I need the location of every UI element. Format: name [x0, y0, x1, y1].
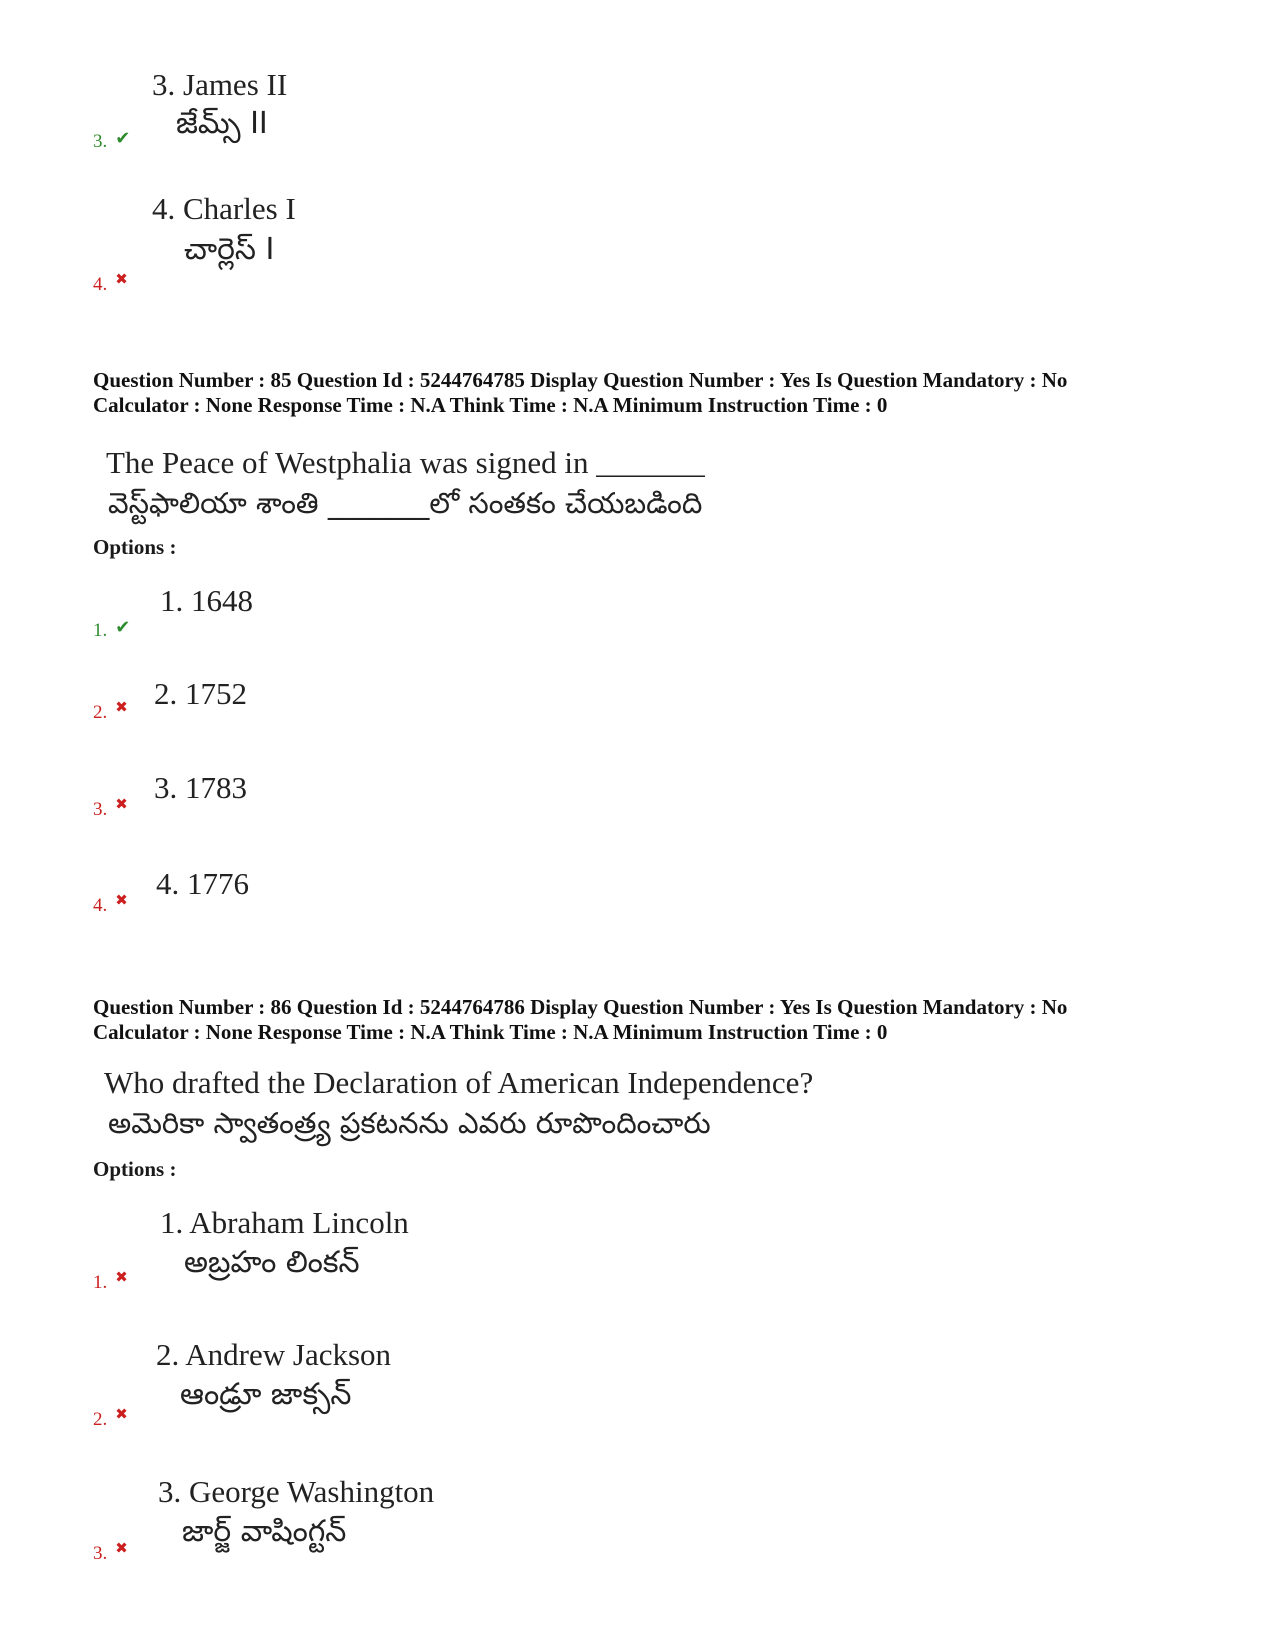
option-text: 2. Andrew Jackson: [156, 1337, 392, 1372]
cross-icon: ✖: [115, 893, 128, 909]
option-marker-correct: [93, 128, 131, 152]
option-number: 4.: [93, 274, 108, 295]
option-marker-wrong: [93, 1541, 128, 1565]
cross-icon: ✖: [115, 1407, 128, 1423]
option-number: 1.: [93, 1272, 108, 1293]
cross-icon: ✖: [115, 700, 128, 716]
question-text: The Peace of Westphalia was signed in _______: [106, 445, 705, 480]
option-number: 3.: [93, 131, 108, 152]
option-number: 2.: [93, 1409, 108, 1430]
cross-icon: ✖: [115, 797, 128, 813]
question-meta-line2: Calculator : None Response Time : N.A Think Time : N.A Minimum Instruction Time : 0: [93, 1020, 888, 1044]
option-text-telugu: ఆండ్రూ జాక్సన్: [180, 1377, 352, 1412]
option-text-telugu: జార్జ్ వాషింగ్టన్: [182, 1514, 347, 1549]
cross-icon: ✖: [115, 1541, 128, 1557]
option-marker-wrong: [93, 797, 128, 821]
option-text: 4. Charles I: [152, 191, 296, 226]
option-number: 4.: [93, 895, 108, 916]
option-text: 3. George Washington: [158, 1474, 435, 1509]
question-text-telugu: వెస్ట్‌ఫాలియా శాంతి _______లో సంతకం చేయబడింది: [108, 486, 703, 520]
option-marker-wrong: [93, 1270, 128, 1294]
option-text: 1. 1648: [160, 583, 253, 618]
option-marker-wrong: [93, 893, 128, 917]
question-text: Who drafted the Declaration of American Independence?: [104, 1065, 814, 1100]
option-text: 2. 1752: [154, 676, 247, 711]
option-text-telugu: చార్లెస్ I: [184, 232, 275, 267]
option-number: 3.: [93, 799, 108, 820]
question-text-telugu: అమెరికా స్వాతంత్ర్య ప్రకటనను ఎవరు రూపొందించారు: [108, 1106, 711, 1140]
options-label: Options :: [93, 1157, 177, 1181]
option-text-telugu: అబ్రహం లింకన్: [184, 1245, 360, 1280]
option-number: 1.: [93, 620, 108, 641]
question-meta-line1: Question Number : 85 Question Id : 5244764785 Display Question Number : Yes Is Question Mandatory : No: [93, 368, 1068, 392]
option-marker-wrong: [93, 700, 128, 724]
option-text: 3. 1783: [154, 770, 247, 805]
option-text: 1. Abraham Lincoln: [160, 1205, 409, 1240]
option-marker-correct: [93, 617, 131, 641]
option-number: 2.: [93, 702, 108, 723]
checkmark-icon: ✔: [115, 617, 131, 637]
question-meta-line1: Question Number : 86 Question Id : 5244764786 Display Question Number : Yes Is Question Mandatory : No: [93, 995, 1068, 1019]
option-number: 3.: [93, 1543, 108, 1564]
cross-icon: ✖: [115, 1270, 128, 1286]
question-meta-line2: Calculator : None Response Time : N.A Think Time : N.A Minimum Instruction Time : 0: [93, 393, 888, 417]
options-label: Options :: [93, 535, 177, 559]
option-marker-wrong: [93, 272, 128, 296]
option-text-telugu: జేమ్స్ II: [176, 106, 268, 141]
option-text: 4. 1776: [156, 866, 249, 901]
cross-icon: ✖: [115, 272, 128, 288]
option-text: 3. James II: [152, 67, 288, 102]
checkmark-icon: ✔: [115, 128, 131, 148]
option-marker-wrong: [93, 1407, 128, 1431]
